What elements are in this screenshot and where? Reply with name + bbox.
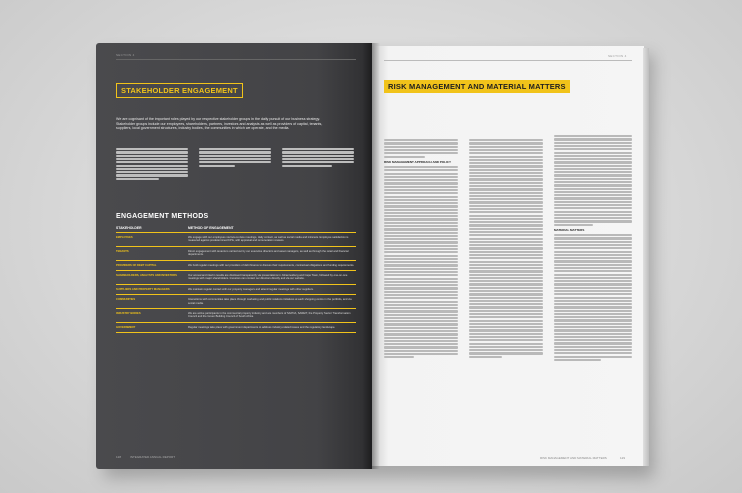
left-running-head: SECTION 4 (116, 53, 135, 57)
page-edge (643, 48, 649, 466)
left-page-number: 128 (116, 455, 122, 459)
stakeholder-name: INDUSTRY BODIES (116, 312, 141, 316)
table-row (116, 309, 356, 323)
engagement-method: We are active participants in the commercial property industry and are members of SAPOA, SAREIT, the Property Sector Transformation Council and the Green Building Council of South Africa. (188, 312, 351, 319)
engagement-method: Interactions with communities take place through marketing and public relations initiatives at each shopping centre in the portfolio, and via social media. (188, 298, 352, 305)
right-footer-title: RISK MANAGEMENT AND MATERIAL MATTERS (540, 456, 607, 460)
engagement-methods-heading: ENGAGEMENT METHODS (116, 213, 209, 220)
engagement-method: Regular meetings take place with government departments to address industry-related issues and the regulatory landscape. (188, 325, 336, 329)
left-page (96, 43, 372, 469)
table-row (116, 323, 356, 333)
stakeholder-name: GOVERNMENT (116, 325, 136, 329)
right-page-number: 129 (620, 456, 626, 460)
stakeholder-name: SUPPLIERS AND PROPERTY MANAGERS (116, 287, 170, 291)
left-top-rule (116, 59, 356, 60)
material-matters-subheading: MATERIAL MATTERS (554, 227, 585, 232)
right-column-2 (469, 138, 543, 359)
table-row (116, 271, 356, 285)
right-top-rule (384, 60, 632, 61)
table-row (116, 285, 356, 295)
stakeholder-name: TENANTS (116, 249, 129, 253)
engagement-method: We hold regular meetings with our providers of debt finance to discuss their requirements, contractual obligations and funding requirements. (188, 263, 355, 267)
right-running-head: SECTION 4 (608, 54, 627, 58)
risk-banner: RISK MANAGEMENT AND MATERIAL MATTERS (384, 80, 570, 93)
right-page (372, 46, 644, 466)
engagement-method: Our annual and interim results are disclosed transparently via presentations in Johannesburg and Cape Town, followed by one-on-one meetings with major shareholders. Investors can contact our directors directly and via our website. (188, 274, 348, 281)
engagement-method: We engage with our employees via face-to-face meetings, daily contact, as well as social media and intranets. Employee satisfaction is measured against predetermined KPIs, with appraisal and remuneration reviews. (188, 236, 349, 243)
table-row (116, 247, 356, 261)
engagement-method: Direct engagement with tenants is carried out by our executive directors and asset managers, as well as through the retail and financial departments. (188, 249, 349, 257)
stakeholder-name: SHAREHOLDERS, ANALYSTS AND INVESTORS (116, 274, 177, 278)
stakeholder-name: EMPLOYEES (116, 236, 133, 239)
table-header (116, 226, 356, 233)
left-footer-title: INTEGRATED ANNUAL REPORT (130, 455, 176, 459)
header-method: METHOD OF ENGAGEMENT (188, 226, 234, 230)
table-row (116, 295, 356, 309)
left-body-column-2 (199, 147, 271, 168)
header-stakeholder: STAKEHOLDER (116, 226, 142, 230)
risk-approach-subheading: RISK MANAGEMENT APPROACH AND POLICY (384, 159, 451, 164)
stakeholder-name: COMMUNITIES (116, 298, 136, 302)
left-body-column-3 (282, 147, 354, 168)
table-row (116, 261, 356, 271)
engagement-method: We maintain regular contact with our property managers and attend regular meetings with other suppliers. (188, 287, 314, 291)
book-gutter (362, 43, 380, 469)
right-column-1 (384, 138, 458, 360)
left-body-column-1 (116, 147, 188, 181)
stakeholder-intro: We are cognisant of the important roles played by our respective stakeholder groups in the daily pursuit of our business strategy. Stakeholder groups include our employees, shareholders, partners, investors and analysts as well as providers of capital, tenants, suppliers, local government structures, industry bodies, the communities in which we operate, and the media. (116, 117, 323, 131)
stakeholder-banner: STAKEHOLDER ENGAGEMENT (116, 83, 243, 98)
engagement-table (116, 226, 356, 333)
stakeholder-name: PROVIDERS OF DEBT CAPITAL (116, 263, 157, 267)
right-column-3 (554, 134, 632, 362)
table-row (116, 233, 356, 247)
